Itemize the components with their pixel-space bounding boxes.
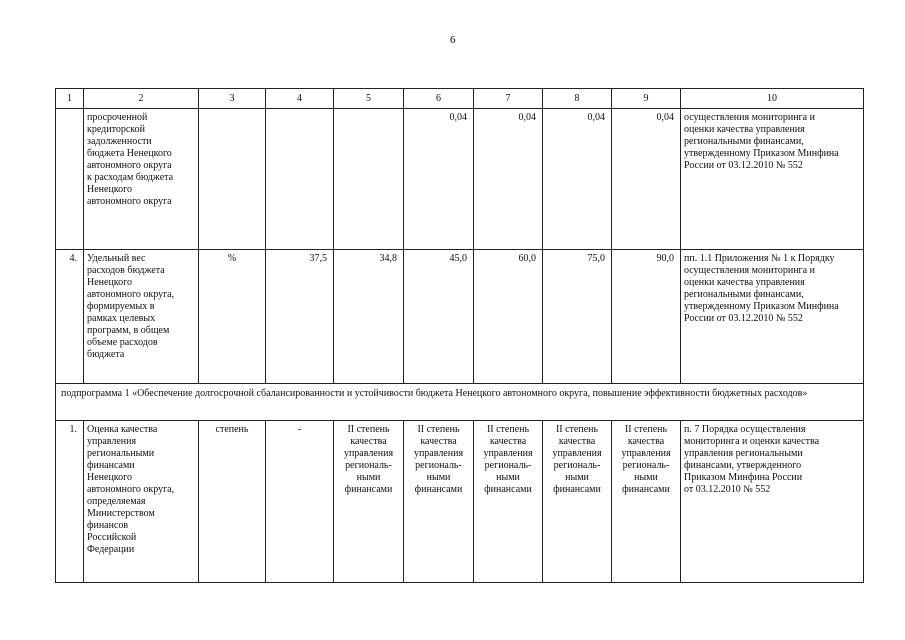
subprogram-title: подпрограмма 1 «Обеспечение долгосрочной сбалансированности и устойчивости бюджета Ненецкого автономного округа, повышение эффективности бюджетных расходов»	[56, 384, 864, 421]
unit-cell: степень	[199, 421, 266, 583]
column-header: 1	[56, 89, 84, 109]
value-cell	[334, 109, 404, 250]
value-cell: 0,04	[474, 109, 543, 250]
row-number-cell	[56, 109, 84, 250]
column-number-row	[56, 89, 864, 109]
value-cell: 75,0	[543, 250, 612, 384]
table-row	[56, 109, 864, 250]
column-header: 4	[266, 89, 334, 109]
table-row	[56, 421, 864, 583]
value-cell: II степень качества управления региональ- ными финансами	[612, 421, 681, 583]
value-cell: 0,04	[543, 109, 612, 250]
column-header: 2	[84, 89, 199, 109]
value-cell: II степень качества управления региональ- ными финансами	[404, 421, 474, 583]
value-cell: II степень качества управления региональ- ными финансами	[543, 421, 612, 583]
source-cell: п. 7 Порядка осуществления мониторинга и оценки качества управления региональными финансами, утвержденного Приказом Минфина России от 03.12.2010 № 552	[681, 421, 864, 583]
row-number-cell: 1.	[56, 421, 84, 583]
row-number-cell: 4.	[56, 250, 84, 384]
value-cell: 60,0	[474, 250, 543, 384]
subprogram-row	[56, 384, 864, 421]
column-header: 6	[404, 89, 474, 109]
value-cell: -	[266, 421, 334, 583]
unit-cell	[199, 109, 266, 250]
value-cell: 34,8	[334, 250, 404, 384]
page-number: 6	[450, 34, 456, 46]
column-header: 5	[334, 89, 404, 109]
indicator-name-cell: просроченной кредиторской задолженности бюджета Ненецкого автономного округа к расходам бюджета Ненецкого автономного округа	[84, 109, 199, 250]
value-cell: 0,04	[612, 109, 681, 250]
value-cell: 37,5	[266, 250, 334, 384]
value-cell: II степень качества управления региональ- ными финансами	[334, 421, 404, 583]
source-cell: осуществления мониторинга и оценки качества управления региональными финансами, утвержденному Приказом Минфина России от 03.12.2010 № 552	[681, 109, 864, 250]
indicator-name-cell: Удельный вес расходов бюджета Ненецкого автономного округа, формируемых в рамках целевых программ, в общем объеме расходов бюджета	[84, 250, 199, 384]
column-header: 7	[474, 89, 543, 109]
value-cell: 0,04	[404, 109, 474, 250]
value-cell: 45,0	[404, 250, 474, 384]
table-row	[56, 250, 864, 384]
indicator-name-cell: Оценка качества управления региональными финансами Ненецкого автономного округа, определяемая Министерством финансов Российской Федерации	[84, 421, 199, 583]
source-cell: пп. 1.1 Приложения № 1 к Порядку осуществления мониторинга и оценки качества управления региональными финансами, утвержденному Приказом Минфина России от 03.12.2010 № 552	[681, 250, 864, 384]
indicators-table	[55, 88, 864, 583]
value-cell: 90,0	[612, 250, 681, 384]
column-header: 9	[612, 89, 681, 109]
unit-cell: %	[199, 250, 266, 384]
column-header: 10	[681, 89, 864, 109]
column-header: 8	[543, 89, 612, 109]
value-cell	[266, 109, 334, 250]
value-cell: II степень качества управления региональ- ными финансами	[474, 421, 543, 583]
column-header: 3	[199, 89, 266, 109]
